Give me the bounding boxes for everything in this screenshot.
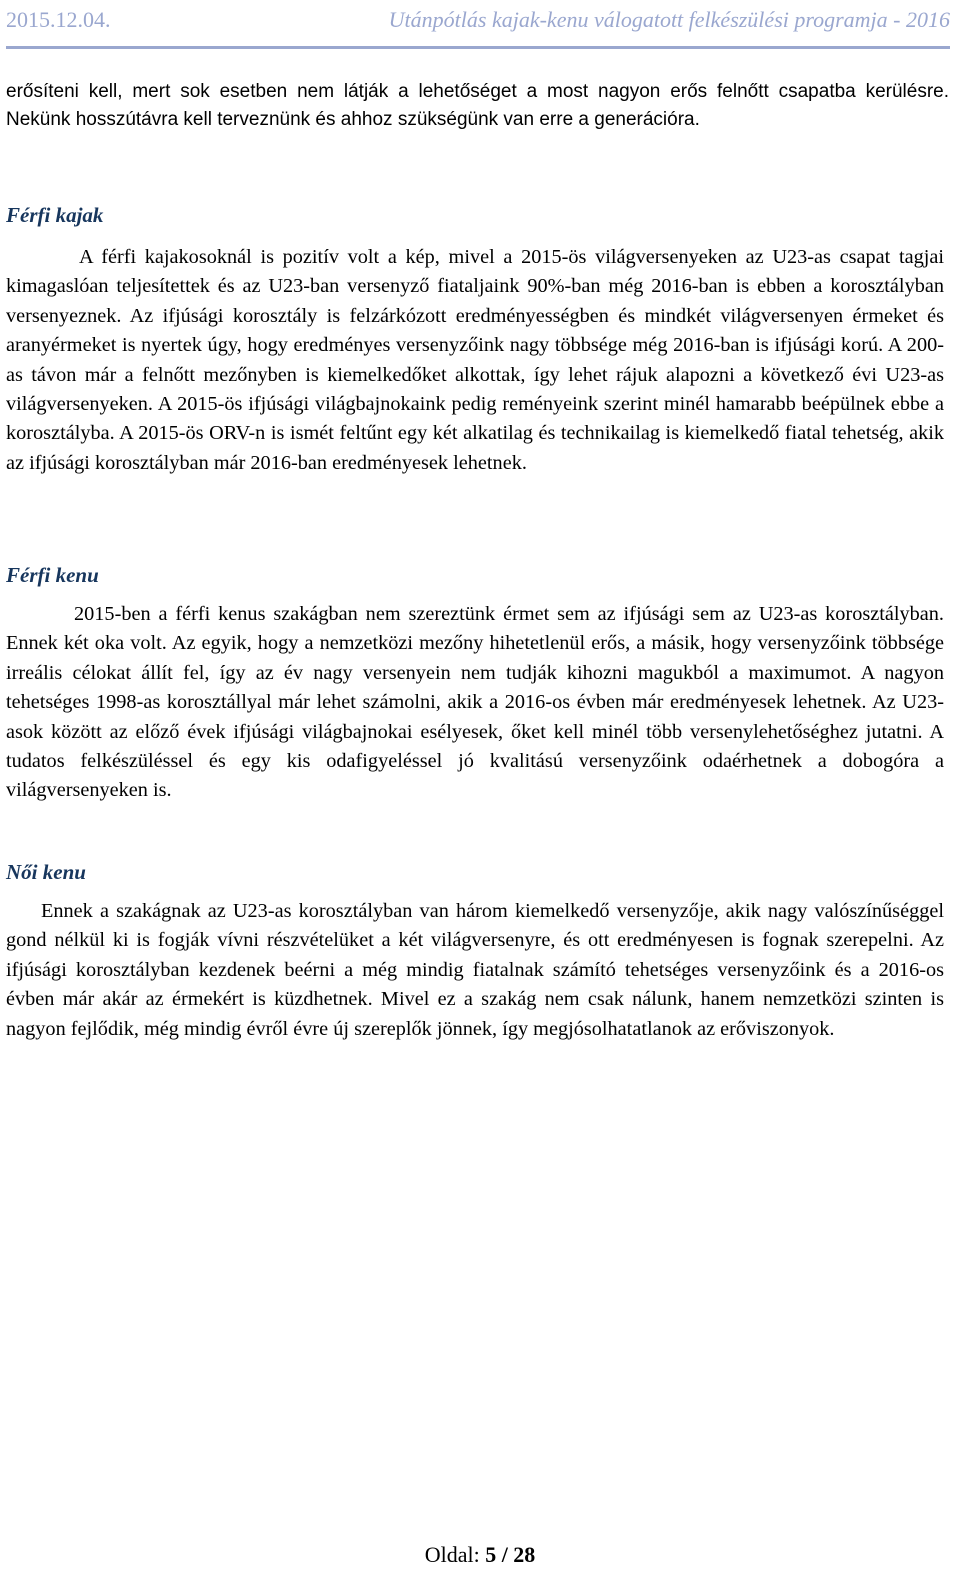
section-paragraph-ferfi-kenu: 2015-ben a férfi kenus szakágban nem szereztünk érmet sem az ifjúsági sem az U23-as korosztályban. Ennek két oka volt. Az egyik, hogy a nemzetközi mezőny hihetetlenül erős, a másik, hogy versenyzőink többsége irreális célokat állít fel, így az év nagy versenyein nem tudják kihozni magukból a maximumot. A nagyon tehetséges 1998-as korosztállyal már lehet számolni, akik a 2016-os évben már eredményesek lehetnek. Az U23-asok között az előző évek ifjúsági világbajnokai esélyesek, őket kell minél több versenylehetőséghez jutatni. A tudatos felkészüléssel és egy kis odafigyeléssel jó kvalitású versenyzőink odaérhetnek a dobogóra a világversenyeken is.	[6, 603, 944, 802]
section-paragraph-noi-kenu: Ennek a szakágnak az U23-as korosztályban van három kiemelkedő versenyzője, akik nagy valószínűséggel gond nélkül ki is fogják vívni részvételüket a két világversenyre, és ott eredményesen is fognak szerepelni. Az ifjúsági korosztályban kezdenek beérni a még mindig fiatalnak számító tehetséges versenyzőink és a 2016-os évben már akár az érmekért is küzdhetnek. Mivel ez a szakág nem csak nálunk, hanem nemzetközi szinten is nagyon fejlődik, még mindig évről évre új szereplők jönnek, így megjósolhatatlanok az erőviszonyok.	[6, 900, 944, 1040]
header-divider	[6, 46, 950, 49]
section-title-noi-kenu: Női kenu	[6, 860, 86, 884]
footer-label: Oldal:	[424, 1542, 480, 1567]
section-paragraph-ferfi-kajak: A férfi kajakosoknál is pozitív volt a kép, mivel a 2015-ös világversenyeken az U23-as csapat tagjai kimagaslóan teljesítettek és az U23-ban versenyző fiataljaink 90%-ban még 2016-ban is ebben a korosztályban versenyeznek. Az ifjúsági korosztály is felzárkózott eredményességben és mindkét világversenyen érmeket és aranyérmeket is nyertek úgy, hogy eredményes versenyzőink nagy többsége még 2016-ban is ifjúsági korú. A 200-as távon már a felnőtt mezőnyben is kiemelkedőket alkottak, így lehet rájuk alapozni a következő évi U23-as világversenyeken. A 2015-ös ifjúsági világbajnokaink pedig reményeink szerint minél hamarabb beépülnek ebbe a korosztályba. A 2015-ös ORV-n is ismét feltűnt egy két alkatilag és technikailag is kiemelkedő fiatal tehetség, akik az ifjúsági korosztályban már 2016-ban eredményesek lehetnek.	[6, 246, 944, 474]
page-header	[6, 2, 950, 38]
section-title-ferfi-kajak: Férfi kajak	[6, 203, 104, 227]
page-number: 5 / 28	[485, 1542, 536, 1567]
page-footer	[0, 1542, 960, 1568]
header-date: 2015.12.04.	[6, 7, 111, 32]
section-title-ferfi-kenu: Férfi kenu	[6, 563, 99, 587]
intro-paragraph: erősíteni kell, mert sok esetben nem látják a lehetőséget a most nagyon erős felnőtt csapatba kerülésre. Nekünk hosszútávra kell terveznünk és ahhoz szükségünk van erre a generációra.	[6, 81, 949, 130]
header-document-title: Utánpótlás kajak-kenu válogatott felkészülési programja - 2016	[388, 7, 950, 32]
